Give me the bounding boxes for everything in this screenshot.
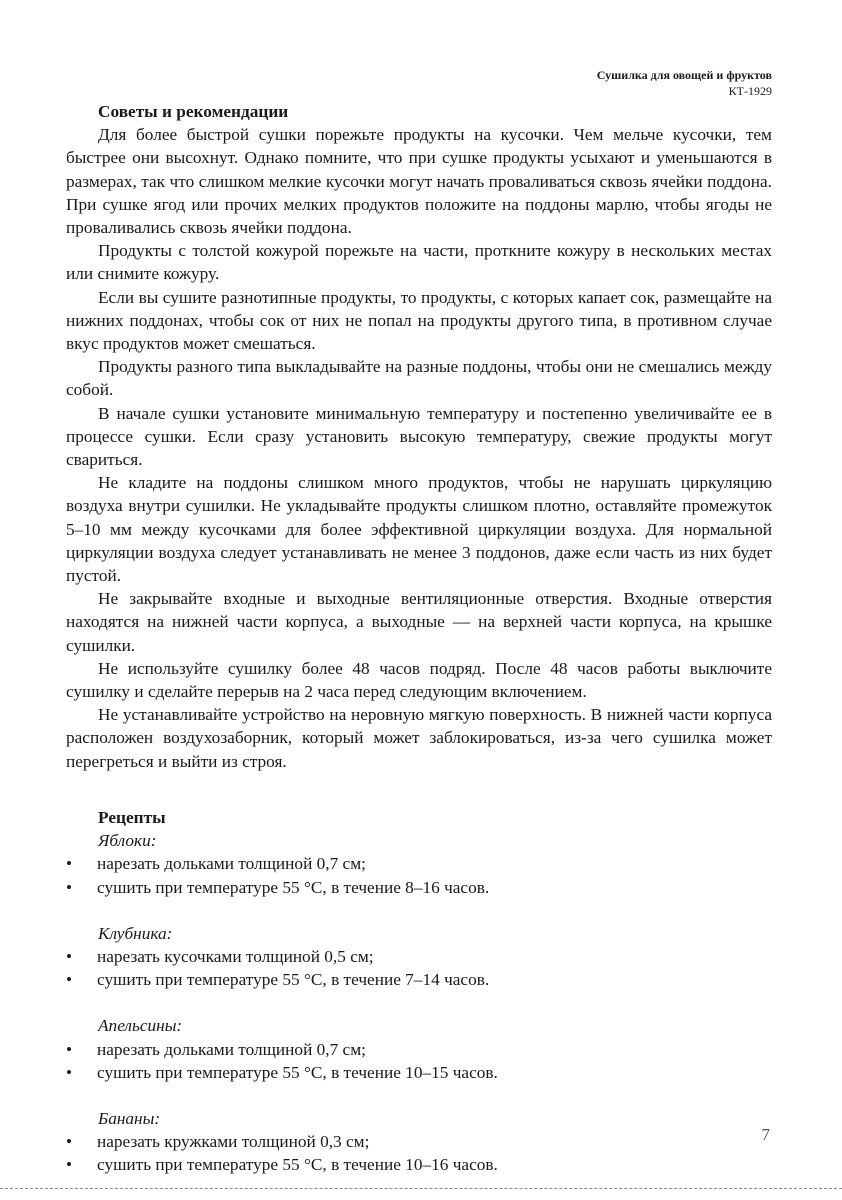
recipe-name: Бананы: [98, 1108, 161, 1128]
recipe-step [66, 1061, 772, 1084]
recipe-step-text: нарезать кружками толщиной 0,3 см; [97, 1132, 370, 1152]
recipe-step-text: нарезать дольками толщиной 0,7 см; [97, 1039, 366, 1059]
running-header [597, 67, 772, 99]
recipe-steps [66, 945, 772, 991]
recipe-step-text: сушить при температуре 55 °С, в течение 10–16 часов. [97, 1155, 498, 1175]
recipe-step [66, 1153, 772, 1176]
bullet-icon: • [66, 970, 73, 990]
recipe-strawberry [66, 922, 772, 992]
recipe-step-text: нарезать кусочками толщиной 0,5 см; [97, 946, 374, 966]
recipes-section [66, 806, 772, 1177]
recipe-step [66, 1130, 772, 1153]
recipe-step-text: нарезать дольками толщиной 0,7 см; [97, 854, 366, 874]
header-model-number: КТ-1929 [728, 84, 772, 98]
bullet-icon: • [66, 1132, 73, 1152]
recipe-step [66, 852, 772, 875]
tip-paragraph: Если вы сушите разнотипные продукты, то продукты, с которых капает сок, размещайте на нижних поддонах, чтобы сок от них не попал на продукты другого типа, в противном случае вкус продуктов может смешаться. [66, 287, 772, 354]
tip-paragraph: Продукты разного типа выкладывайте на разные поддоны, чтобы они не смешались между собой. [66, 357, 772, 400]
recipe-step-text: сушить при температуре 55 °С, в течение 8–16 часов. [97, 877, 490, 897]
tip-paragraph: Не закрывайте входные и выходные вентиляционные отверстия. Входные отверстия находятся на нижней части корпуса, а выходные — на верхней части корпуса, на крышке сушилки. [66, 589, 772, 655]
recipe-apples [66, 829, 772, 899]
recipe-steps [66, 1130, 772, 1176]
page-number: 7 [761, 1125, 770, 1144]
recipe-bananas [66, 1107, 772, 1177]
tip-paragraph: Не используйте сушилку более 48 часов подряд. После 48 часов работы выключите сушилку и сделайте перерыв на 2 часа перед следующим включением. [66, 658, 772, 702]
recipe-step [66, 876, 772, 899]
tip-paragraph: Продукты с толстой кожурой порежьте на части, проткните кожуру в нескольких местах или снимите кожуру. [66, 241, 772, 284]
bullet-icon: • [66, 1039, 73, 1059]
recipe-name: Яблоки: [98, 831, 157, 851]
tip-paragraph: В начале сушки установите минимальную температуру и постепенно увеличивайте ее в процессе сушки. Если сразу установить высокую температуру, свежие продукты могут свариться. [66, 403, 772, 470]
recipe-step [66, 968, 772, 991]
recipe-oranges [66, 1014, 772, 1084]
recipe-name: Клубника: [98, 923, 173, 943]
recipe-step [66, 1038, 772, 1061]
recipe-steps [66, 1038, 772, 1084]
bottom-divider [0, 1188, 842, 1189]
bullet-icon: • [66, 946, 73, 966]
recipe-step-text: сушить при температуре 55 °С, в течение 7–14 часов. [97, 970, 490, 990]
bullet-icon: • [66, 854, 73, 874]
bullet-icon: • [66, 1062, 73, 1082]
tips-body [66, 123, 772, 773]
page-content [66, 100, 772, 1200]
recipes-section-title: Рецепты [98, 807, 166, 827]
tips-section-title: Советы и рекомендации [98, 102, 289, 121]
tip-paragraph: Не устанавливайте устройство на неровную мягкую поверхность. В нижней части корпуса расположен воздухозаборник, который может заблокироваться, из-за чего сушилка может перегреться и выйти из строя. [66, 705, 772, 771]
recipe-step-text: сушить при температуре 55 °С, в течение 10–15 часов. [97, 1062, 498, 1082]
recipe-steps [66, 852, 772, 898]
tip-paragraph: Не кладите на поддоны слишком много продуктов, чтобы не нарушать циркуляцию воздуха внутри сушилки. Не укладывайте продукты слишком плотно, оставляйте промежуток 5–10 мм между кусочками для более эффективной циркуляции воздуха. Для нормальной циркуляции воздуха следует устанавливать не менее 3 поддонов, даже если часть из них будет пустой. [66, 473, 772, 586]
recipe-name: Апельсины: [98, 1016, 183, 1036]
bullet-icon: • [66, 1155, 73, 1175]
recipe-step [66, 945, 772, 968]
bullet-icon: • [66, 877, 73, 897]
header-product-title: Сушилка для овощей и фруктов [596, 68, 772, 82]
tip-paragraph: Для более быстрой сушки порежьте продукты на кусочки. Чем мельче кусочки, тем быстрее они высохнут. Однако помните, что при сушке продукты усыхают и уменьшаются в размерах, так что слишком мелкие кусочки могут начать проваливаться сквозь ячейки поддона. При сушке ягод или прочих мелких продуктов положите на поддоны марлю, чтобы ягоды не проваливались сквозь ячейки поддона. [66, 125, 772, 238]
